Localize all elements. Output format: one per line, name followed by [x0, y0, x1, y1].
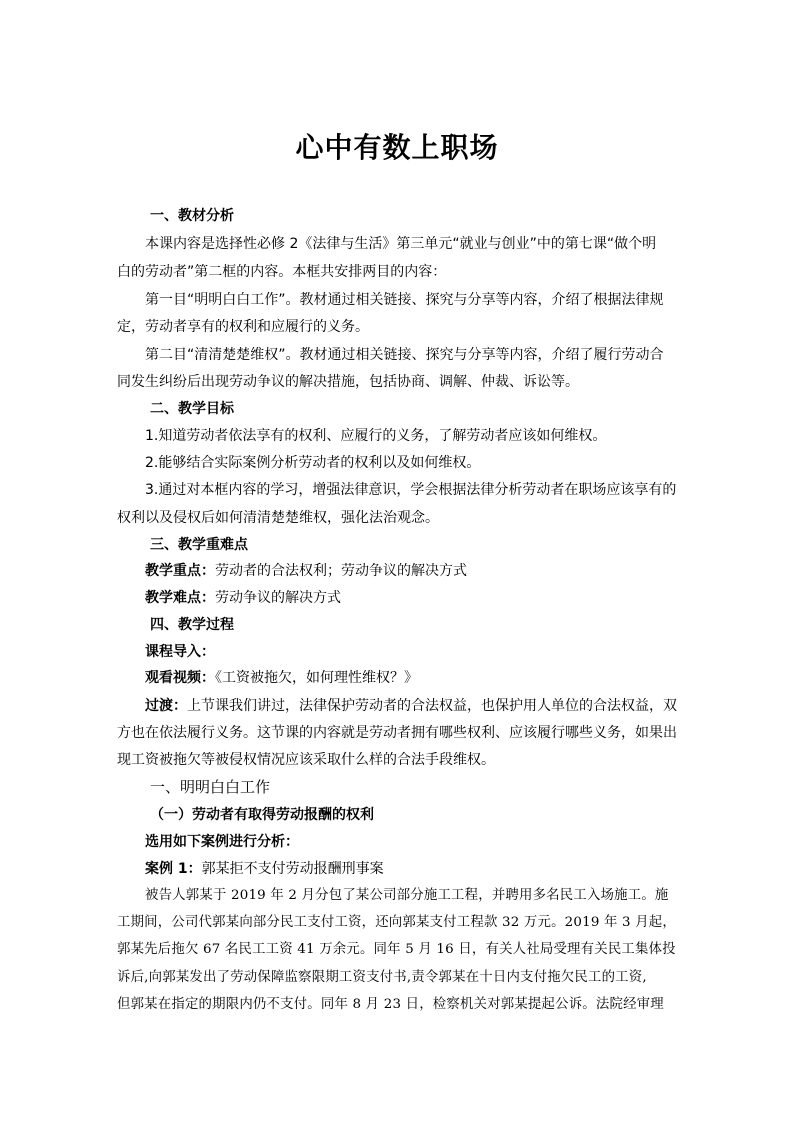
case-title-line	[145, 859, 715, 879]
difficult-point-text: 劳动争议的解决方式	[215, 590, 341, 606]
case-text-line: 工期间，公司代郭某向部分民工支付工资，还向郭某支付工程款 32 万元。2019 年 3 月起，	[117, 915, 676, 930]
case-text-line: 被告人郭某于 2019 年 2 月分包了某公司部分施工工程，并聘用多名民工入场施工。施	[145, 888, 669, 903]
paragraph-line: 方也在依法履行义务。这节课的内容就是劳动者拥有哪些权利、应该履行哪些义务，如果出	[117, 725, 677, 741]
paragraph-line: 第二目“清清楚楚维权”。教材通过相关链接、探究与分享等内容，介绍了履行劳动合	[145, 347, 664, 363]
case-title: 郭某拒不支付劳动报酬刑事案	[201, 861, 384, 877]
transition-text: 上节课我们讲过，法律保护劳动者的合法权益，也保护用人单位的合法权益，双	[187, 698, 677, 714]
paragraph-line: 第一目“明明白白工作”。教材通过相关链接、探究与分享等内容，介绍了根据法律规	[145, 292, 664, 308]
case-text-line: 郭某先后拖欠 67 名民工工资 41 万余元。同年 5 月 16 日，有关人社局受理有关民工集体投	[117, 942, 676, 957]
key-point-text: 劳动者的合法权利；劳动争议的解决方式	[215, 563, 467, 579]
paragraph-line: 白的劳动者”第二框的内容。本框共安排两目的内容：	[117, 264, 447, 280]
case-text-line: 但郭某在指定的期限内仍不支付。同年 8 月 23 日，检察机关对郭某提起公诉。法院经审理	[117, 997, 664, 1012]
course-intro-label: 课程导入：	[145, 644, 215, 660]
video-title: 《工资被拖欠，如何理性维权？》	[215, 670, 418, 686]
heading-key-difficult-points: 三、教学重难点	[150, 537, 248, 553]
goal-item: 1.知道劳动者依法享有的权利、应履行的义务，了解劳动者应该如何维权。	[145, 428, 607, 444]
key-point-label: 教学重点：	[145, 563, 215, 579]
transition-label: 过渡：	[145, 698, 187, 714]
difficult-point-line	[145, 588, 715, 608]
video-label: 观看视频：	[145, 670, 215, 686]
document-title: 心中有数上职场	[295, 131, 499, 164]
heading-teaching-goals: 二、教学目标	[150, 401, 234, 417]
key-point-line	[145, 561, 715, 581]
paragraph-line: 同发生纠纷后出现劳动争议的解决措施，包括协商、调解、仲裁、诉讼等。	[117, 374, 579, 390]
case-label: 案例 1：	[145, 861, 202, 877]
goal-item: 2.能够结合实际案例分析劳动者的权利以及如何维权。	[145, 455, 481, 471]
difficult-point-label: 教学难点：	[145, 590, 215, 606]
video-line	[145, 668, 715, 688]
goal-item: 3.通过对本框内容的学习，增强法律意识，学会根据法律分析劳动者在职场应该享有的	[145, 482, 677, 498]
transition-line	[145, 696, 715, 716]
paragraph-line: 定，劳动者享有的权利和应履行的义务。	[117, 319, 369, 335]
paragraph-line: 本课内容是选择性必修 2《法律与生活》第三单元“就业与创业”中的第七课“做个明	[145, 236, 657, 252]
heading-teaching-process: 四、教学过程	[150, 617, 234, 633]
case-text-line: 诉后,向郭某发出了劳动保障监察限期工资支付书,责令郭某在十日内支付拖欠民工的工资,	[117, 970, 647, 985]
paragraph-line: 现工资被拖欠等被侵权情况应该采取什么样的合法手段维权。	[117, 752, 495, 768]
subsection-heading-remuneration: （一）劳动者有取得劳动报酬的权利	[150, 807, 374, 823]
section-heading-work: 一、明明白白工作	[150, 778, 271, 796]
heading-teaching-material: 一、教材分析	[150, 208, 234, 224]
goal-item-continued: 权利以及侵权后如何清清楚楚维权，强化法治观念。	[117, 510, 439, 526]
case-intro: 选用如下案例进行分析：	[145, 834, 299, 850]
